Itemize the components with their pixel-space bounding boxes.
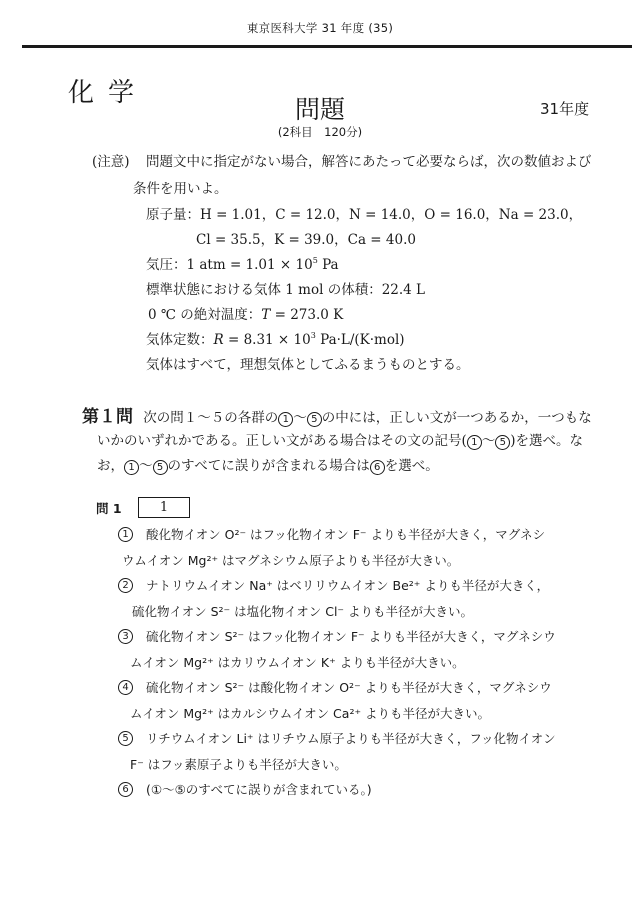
option-number: 3 [118, 629, 133, 644]
pressure-exponent: 5 [312, 256, 318, 265]
option-number: 2 [118, 578, 133, 593]
atomic-mass-row-2: Cl = 35.5，K = 39.0，Ca = 40.0 [196, 232, 416, 248]
pressure-value: 1 atm = 1.01 × 10 [186, 257, 313, 273]
circled-number-1: 1 [278, 412, 293, 427]
option-number: 4 [118, 680, 133, 695]
question-1-instruction-line3 [97, 454, 439, 475]
notes-intro-line1: 問題文中に指定がない場合，解答にあたって必要ならば，次の数値および [146, 154, 592, 170]
instr-text: の中には，正しい文が一つあるか，一つもな [321, 410, 592, 426]
circled-number-6: 6 [370, 460, 385, 475]
abs-temp-symbol: T [261, 307, 271, 323]
gas-constant-row [146, 328, 405, 348]
notes-label: (注意) [92, 154, 130, 170]
running-head: 東京医科大学 31 年度 (35) [246, 21, 394, 35]
circled-number-5: 5 [153, 460, 168, 475]
option-text-line1: 酸化物イオン O²⁻ はフッ化物イオン F⁻ よりも半径が大きく，マグネシ [146, 527, 546, 542]
header-rule [22, 45, 632, 48]
gas-constant-exponent: 3 [310, 331, 316, 340]
option-number: 1 [118, 527, 133, 542]
answer-box: 1 [138, 497, 190, 518]
option-text-line2: 硫化物イオン S²⁻ は塩化物イオン Cl⁻ よりも半径が大きい。 [132, 604, 473, 619]
ideal-gas-note: 気体はすべて，理想気体としてふるまうものとする。 [146, 357, 470, 373]
instr-text: を選べ。 [384, 458, 439, 474]
option-text-line2: ムイオン Mg²⁺ はカルシウムイオン Ca²⁺ よりも半径が大きい。 [130, 706, 491, 721]
circled-number-1: 1 [124, 460, 139, 475]
instr-text: いかのいずれかである。正しい文がある場合はその文の記号( [97, 433, 467, 449]
gas-constant-value: = 8.31 × 10 [223, 332, 311, 348]
option-text-line1: リチウムイオン Li⁺ はリチウム原子よりも半径が大きく，フッ化物イオン [146, 731, 556, 746]
option-text-line1: ナトリウムイオン Na⁺ はベリリウムイオン Be²⁺ よりも半径が大きく， [146, 578, 550, 593]
instr-text: お， [97, 458, 124, 474]
option-text-line1: 硫化物イオン S²⁻ はフッ化物イオン F⁻ よりも半径が大きく，マグネシウ [146, 629, 556, 644]
circled-number-5: 5 [495, 435, 510, 450]
option-number: 6 [118, 782, 133, 797]
pressure-row [146, 253, 339, 273]
exam-meta: (2科目 120分) [277, 125, 363, 139]
instr-text: )を選べ。な [510, 433, 584, 449]
pressure-unit: Pa [317, 257, 339, 273]
molar-volume-row: 標準状態における気体 1 mol の体積：22.4 L [146, 282, 426, 298]
subquestion-1-label: 問 1 [96, 501, 122, 516]
option-text-line2: ウムイオン Mg²⁺ はマグネシウム原子よりも半径が大きい。 [122, 553, 460, 568]
option-text-line1: (①～⑤のすべてに誤りが含まれている。) [146, 782, 372, 797]
question-1-instruction-line1 [82, 402, 592, 427]
abs-temp-value: = 273.0 K [270, 307, 344, 323]
instr-text: のすべてに誤りが含まれる場合は [167, 458, 370, 474]
atomic-mass-row-1 [146, 203, 582, 223]
gas-constant-unit: Pa·L/(K·mol) [315, 332, 405, 348]
subject-title: 化学 [68, 78, 149, 108]
option-text-line1: 硫化物イオン S²⁻ は酸化物イオン O²⁻ よりも半径が大きく，マグネシウ [146, 680, 552, 695]
exam-year: 31年度 [540, 100, 590, 118]
abs-temp-row [148, 303, 343, 323]
circled-number-1: 1 [467, 435, 482, 450]
pressure-label: 気圧： [146, 257, 187, 273]
circled-number-5: 5 [307, 412, 322, 427]
atomic-mass-label: 原子量： [146, 207, 200, 223]
page-title: 問題 [294, 95, 345, 124]
question-1-heading: 第１問 [82, 407, 133, 427]
instr-tilde: ～ [481, 433, 496, 449]
question-1-instruction-line2 [97, 429, 583, 450]
gas-constant-symbol: R [213, 332, 224, 348]
instr-tilde: ～ [293, 410, 307, 426]
instr-text: 次の問１～５の各群の [143, 410, 279, 426]
option-text-line2: ムイオン Mg²⁺ はカリウムイオン K⁺ よりも半径が大きい。 [130, 655, 465, 670]
atomic-mass-values-1: H = 1.01，C = 12.0，N = 14.0，O = 16.0，Na = 23.0， [200, 207, 583, 223]
instr-tilde: ～ [139, 458, 153, 474]
abs-temp-label: 0 ℃ の絶対温度： [148, 307, 262, 323]
option-number: 5 [118, 731, 133, 746]
notes-intro-line2: 条件を用いよ。 [133, 181, 228, 197]
gas-constant-label: 気体定数： [146, 332, 214, 348]
option-text-line2: F⁻ はフッ素原子よりも半径が大きい。 [130, 757, 347, 772]
